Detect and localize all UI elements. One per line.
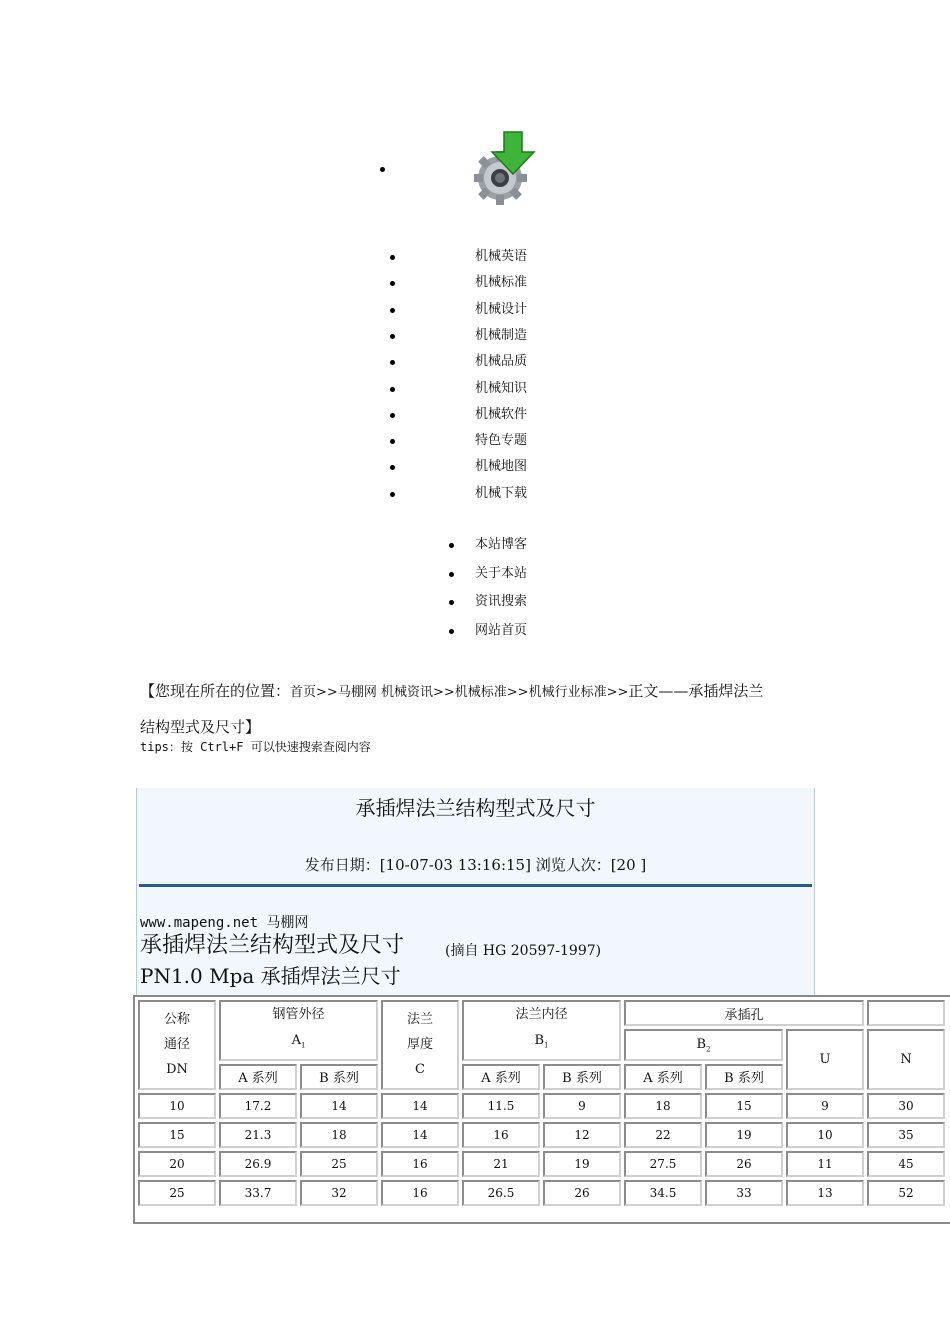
content-subheading: PN1.0 Mpa 承插焊法兰尺寸 — [140, 964, 401, 988]
nav-item-link[interactable]: 机械下载 — [475, 485, 528, 501]
header-series-a: A 系列 — [219, 1064, 297, 1090]
breadcrumb-separator: >> — [316, 685, 338, 700]
table-cell: 21 — [462, 1151, 540, 1177]
article-meta: 发布日期：[10-07-03 13:16:15] 浏览人次：[20 ] — [304, 856, 647, 874]
table-cell: 32 — [300, 1180, 378, 1206]
table-row — [138, 1151, 945, 1177]
table-cell: 15 — [138, 1122, 216, 1148]
flange-table-container — [133, 995, 950, 1224]
header-series-b: B 系列 — [543, 1064, 621, 1090]
site-name: www.mapeng.net 马棚网 — [140, 915, 309, 931]
header-thick-line1: 法兰 — [406, 1012, 433, 1028]
nav-item-link[interactable]: 机械软件 — [475, 406, 528, 422]
breadcrumb-news-link[interactable]: 马棚网 机械资讯 — [337, 685, 433, 700]
header-pipe-od — [219, 1000, 378, 1061]
table-cell: 45 — [867, 1151, 945, 1177]
nav-item-link[interactable]: 机械标准 — [475, 275, 528, 291]
flange-dimension-table — [135, 997, 948, 1209]
header-socket-subscript: 2 — [706, 1045, 711, 1054]
breadcrumb-home-link[interactable]: 首页 — [290, 685, 317, 700]
nav-item-link[interactable]: 机械品质 — [475, 354, 528, 370]
nav-bullet — [390, 334, 395, 339]
table-cell: 18 — [300, 1122, 378, 1148]
header-inner-subscript: 1 — [544, 1041, 549, 1050]
header-series-b: B 系列 — [705, 1064, 783, 1090]
nav-item-link[interactable]: 机械制造 — [475, 327, 528, 343]
breadcrumb-separator: >> — [506, 685, 529, 700]
table-cell: 17.2 — [219, 1093, 297, 1119]
table-row — [138, 1180, 945, 1206]
table-cell: 15 — [705, 1093, 783, 1119]
secondary-nav-link[interactable]: 网站首页 — [475, 623, 528, 639]
nav-bullet — [390, 465, 395, 470]
header-dn-line3: DN — [166, 1062, 188, 1078]
nav-item-link[interactable]: 机械英语 — [475, 249, 528, 264]
breadcrumb-separator: >> — [432, 685, 455, 700]
header-dn — [138, 1000, 216, 1090]
breadcrumb-standard-link[interactable]: 机械标准 — [454, 685, 507, 700]
header-pipe-symbol: A — [291, 1033, 301, 1048]
table-cell: 21.3 — [219, 1122, 297, 1148]
nav-bullet — [380, 167, 385, 172]
secondary-nav-link[interactable]: 本站博客 — [475, 537, 528, 552]
table-cell: 16 — [462, 1122, 540, 1148]
table-cell: 20 — [138, 1151, 216, 1177]
header-socket-symbol: B — [696, 1036, 707, 1052]
table-cell: 11 — [786, 1151, 864, 1177]
header-socket: 承插孔 — [624, 1000, 864, 1026]
table-cell: 11.5 — [462, 1093, 540, 1119]
nav-item-link[interactable]: 特色专题 — [475, 433, 528, 449]
article-panel — [136, 788, 815, 996]
nav-bullet — [449, 629, 454, 634]
header-u: U — [786, 1029, 864, 1090]
nav-bullet — [390, 387, 395, 392]
header-thickness — [381, 1000, 459, 1090]
table-cell: 27.5 — [624, 1151, 702, 1177]
table-cell: 35 — [867, 1122, 945, 1148]
header-pipe-label: 钢管外径 — [272, 1007, 325, 1022]
table-cell: 18 — [624, 1093, 702, 1119]
nav-bullet — [449, 572, 454, 577]
header-dn-line1: 公称 — [163, 1012, 190, 1028]
nav-bullet — [390, 413, 395, 418]
nav-bullet — [390, 281, 395, 286]
table-cell: 33.7 — [219, 1180, 297, 1206]
table-cell: 19 — [705, 1122, 783, 1148]
nav-item-link[interactable]: 机械地图 — [475, 459, 528, 475]
table-cell: 12 — [543, 1122, 621, 1148]
nav-item-link[interactable]: 机械设计 — [475, 301, 528, 317]
breadcrumb — [140, 674, 820, 744]
table-cell: 13 — [786, 1180, 864, 1206]
table-cell: 30 — [867, 1093, 945, 1119]
nav-bullet — [390, 439, 395, 444]
table-row — [138, 1122, 945, 1148]
search-tip: tips：按 Ctrl+F 可以快速搜索查阅内容 — [140, 740, 371, 754]
table-cell: 16 — [381, 1151, 459, 1177]
table-cell: 26.5 — [462, 1180, 540, 1206]
divider — [139, 884, 812, 887]
header-dn-line2: 通径 — [163, 1037, 190, 1053]
table-cell: 52 — [867, 1180, 945, 1206]
secondary-nav-link[interactable]: 关于本站 — [475, 565, 528, 581]
table-cell: 10 — [138, 1093, 216, 1119]
download-gear-icon[interactable] — [474, 130, 538, 208]
header-series-b: B 系列 — [300, 1064, 378, 1090]
table-cell: 22 — [624, 1122, 702, 1148]
table-cell: 9 — [786, 1093, 864, 1119]
table-cell: 14 — [300, 1093, 378, 1119]
breadcrumb-current: 正文——承插焊法兰 — [628, 682, 764, 700]
nav-bullet — [449, 600, 454, 605]
table-cell: 26 — [543, 1180, 621, 1206]
table-cell: 10 — [786, 1122, 864, 1148]
nav-item-link[interactable]: 机械知识 — [475, 380, 528, 396]
table-cell: 16 — [381, 1180, 459, 1206]
table-cell: 25 — [138, 1180, 216, 1206]
breadcrumb-prefix: 【您现在所在的位置： — [140, 682, 291, 700]
nav-bullet — [390, 492, 395, 497]
table-cell: 14 — [381, 1093, 459, 1119]
header-socket-b2 — [624, 1029, 783, 1061]
header-thick-line2: 厚度 — [406, 1037, 433, 1053]
table-cell: 26 — [705, 1151, 783, 1177]
header-inner-symbol: B — [534, 1033, 545, 1048]
table-cell: 33 — [705, 1180, 783, 1206]
table-cell: 14 — [381, 1122, 459, 1148]
nav-bullet — [390, 255, 395, 260]
nav-bullet — [390, 360, 395, 365]
breadcrumb-industry-link[interactable]: 机械行业标准 — [528, 685, 607, 700]
header-thick-line3: C — [415, 1062, 425, 1078]
table-row — [138, 1093, 945, 1119]
nav-bullet — [390, 308, 395, 313]
header-extra — [867, 1000, 945, 1026]
header-series-a: A 系列 — [624, 1064, 702, 1090]
header-inner-diameter — [462, 1000, 621, 1061]
header-inner-label: 法兰内径 — [515, 1007, 568, 1022]
header-n: N — [867, 1029, 945, 1090]
header-pipe-subscript: 1 — [300, 1041, 306, 1050]
nav-bullet — [449, 543, 454, 548]
table-cell: 19 — [543, 1151, 621, 1177]
content-heading: 承插焊法兰结构型式及尺寸 — [140, 933, 405, 958]
article-title: 承插焊法兰结构型式及尺寸 — [355, 796, 596, 820]
table-cell: 25 — [300, 1151, 378, 1177]
table-cell: 34.5 — [624, 1180, 702, 1206]
source-note: (摘自 HG 20597-1997) — [445, 943, 602, 959]
table-cell: 9 — [543, 1093, 621, 1119]
breadcrumb-separator: >> — [606, 685, 629, 700]
secondary-nav-link[interactable]: 资讯搜索 — [475, 594, 528, 610]
breadcrumb-current-cont: 结构型式及尺寸】 — [140, 718, 261, 736]
header-series-a: A 系列 — [462, 1064, 540, 1090]
table-cell: 26.9 — [219, 1151, 297, 1177]
